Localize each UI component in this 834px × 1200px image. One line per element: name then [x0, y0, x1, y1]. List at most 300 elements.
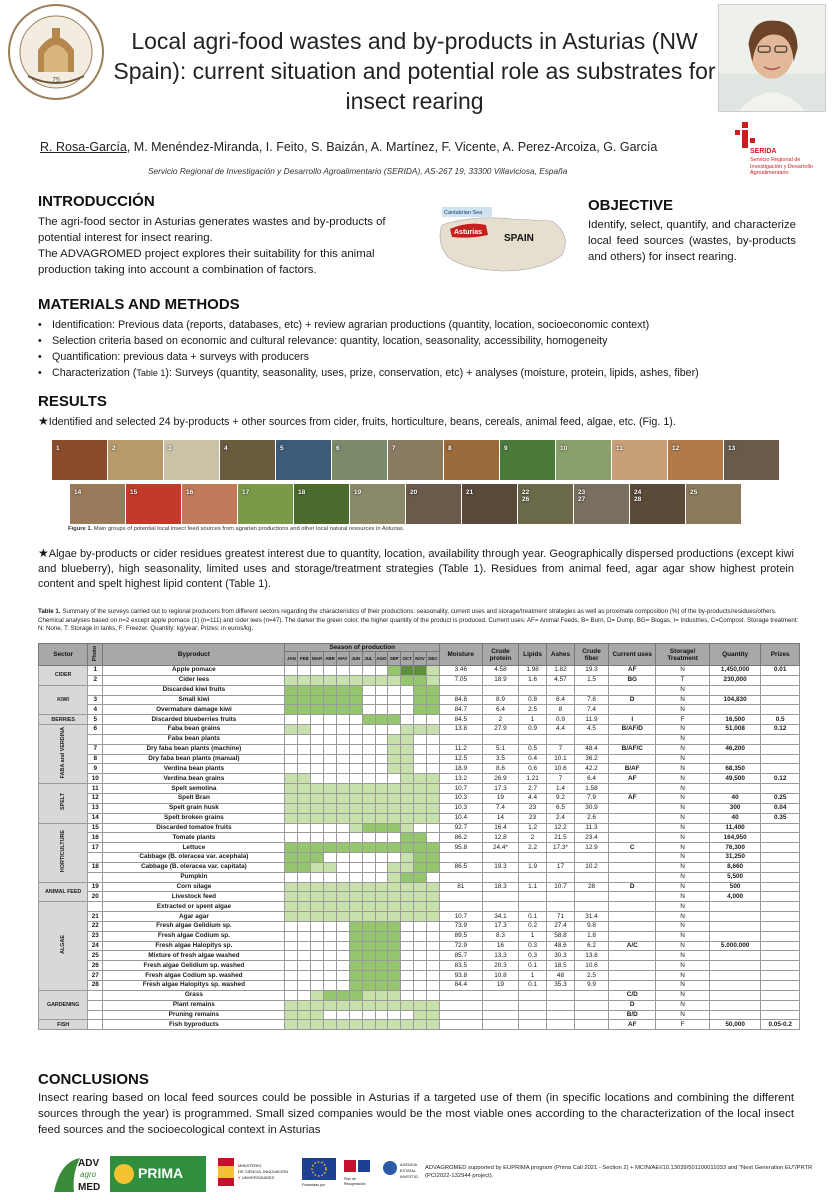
intro-heading: INTRODUCCIÓN [38, 193, 155, 210]
month-header: ABR [324, 652, 337, 666]
season-cell [426, 793, 439, 803]
season-cell [349, 872, 362, 882]
table-row [39, 1000, 800, 1010]
season-cell [388, 725, 401, 735]
col-photo: Photo [88, 644, 103, 666]
ashes-cell: 58.8 [547, 931, 575, 941]
season-cell [426, 853, 439, 863]
season-cell [362, 872, 375, 882]
quantity-cell [709, 1010, 760, 1020]
season-cell [324, 1020, 337, 1030]
season-cell [362, 705, 375, 715]
aei-logo [380, 1156, 422, 1190]
storage-cell: N [656, 764, 710, 774]
season-cell [311, 843, 324, 853]
table-ref: Table 1 [136, 368, 166, 378]
col-prizes: Prizes [761, 644, 800, 666]
protein-cell: 7.4 [482, 803, 518, 813]
season-cell [375, 990, 388, 1000]
season-cell [414, 823, 427, 833]
season-cell [375, 872, 388, 882]
photo-number-cell [88, 990, 103, 1000]
season-cell [388, 961, 401, 971]
season-cell [298, 892, 311, 902]
table-body [39, 666, 800, 1030]
season-cell [298, 941, 311, 951]
conclusions-heading: CONCLUSIONS [38, 1071, 149, 1088]
table-row [39, 1010, 800, 1020]
tile-number: 15 [130, 489, 138, 496]
season-cell [298, 902, 311, 912]
prizes-cell: 0.12 [761, 774, 800, 784]
quantity-cell: 1,450,000 [709, 666, 760, 676]
season-cell [349, 1000, 362, 1010]
moisture-cell [439, 1010, 482, 1020]
season-cell [388, 1010, 401, 1020]
table-row [39, 803, 800, 813]
byproduct-cell: Spelt Bran [103, 793, 285, 803]
author-list [40, 140, 730, 154]
photo-number-cell: 16 [88, 833, 103, 843]
season-cell [285, 941, 298, 951]
quantity-cell [709, 961, 760, 971]
season-cell [285, 921, 298, 931]
season-cell [324, 892, 337, 902]
lipids-cell: 1.21 [519, 774, 547, 784]
season-cell [414, 734, 427, 744]
season-cell [414, 774, 427, 784]
tile-number: 3 [168, 445, 172, 452]
season-cell [362, 695, 375, 705]
season-cell [324, 931, 337, 941]
storage-cell: N [656, 784, 710, 794]
col-byproduct: Byproduct [103, 644, 285, 666]
season-cell [375, 921, 388, 931]
season-cell [401, 892, 414, 902]
ashes-cell: 12.2 [547, 823, 575, 833]
lipids-cell: 0.6 [519, 764, 547, 774]
season-cell [285, 971, 298, 981]
storage-cell: N [656, 803, 710, 813]
tile-number: 11 [616, 445, 623, 452]
moisture-cell [439, 853, 482, 863]
storage-cell: N [656, 981, 710, 991]
lipids-cell: 2 [519, 833, 547, 843]
fiber-cell [574, 872, 608, 882]
table-header-row [39, 644, 800, 652]
svg-text:INVESTIG.: INVESTIG. [400, 1175, 419, 1179]
season-cell [285, 1010, 298, 1020]
serida-subtitle: Servicio Regional de Investigación y Desarrollo Agroalimentario [750, 157, 813, 176]
season-cell [349, 853, 362, 863]
lipids-cell [519, 990, 547, 1000]
season-cell [401, 725, 414, 735]
storage-cell: N [656, 882, 710, 892]
ashes-cell: 17 [547, 862, 575, 872]
season-cell [324, 715, 337, 725]
ashes-cell [547, 1000, 575, 1010]
byproduct-cell: Agar agar [103, 912, 285, 922]
tile-number: 7 [392, 445, 396, 452]
season-cell [388, 971, 401, 981]
uses-cell: D [609, 1000, 656, 1010]
season-cell [349, 675, 362, 685]
lipids-cell: 1.98 [519, 666, 547, 676]
season-cell [324, 666, 337, 676]
season-cell [285, 853, 298, 863]
moisture-cell: 93.8 [439, 971, 482, 981]
season-cell [388, 981, 401, 991]
season-cell [401, 774, 414, 784]
lipids-cell [519, 685, 547, 695]
uses-cell: D [609, 882, 656, 892]
season-cell [375, 666, 388, 676]
svg-text:75: 75 [52, 77, 60, 84]
season-cell [285, 803, 298, 813]
season-cell [401, 744, 414, 754]
lipids-cell: 2.5 [519, 705, 547, 715]
fiber-cell [574, 1020, 608, 1030]
season-cell [285, 823, 298, 833]
protein-cell: 8.9 [482, 695, 518, 705]
month-header: NOV [414, 652, 427, 666]
storage-cell: N [656, 902, 710, 912]
moisture-cell: 86.5 [439, 862, 482, 872]
season-cell [414, 872, 427, 882]
moisture-cell: 89.5 [439, 931, 482, 941]
ashes-cell [547, 853, 575, 863]
season-cell [336, 685, 349, 695]
season-cell [285, 981, 298, 991]
season-cell [298, 931, 311, 941]
season-cell [349, 764, 362, 774]
season-cell [388, 1020, 401, 1030]
table-row [39, 823, 800, 833]
quantity-cell [709, 971, 760, 981]
moisture-cell: 10.4 [439, 813, 482, 823]
prizes-cell [761, 823, 800, 833]
month-header: OCT [401, 652, 414, 666]
season-cell [414, 793, 427, 803]
season-cell [414, 990, 427, 1000]
season-cell [324, 971, 337, 981]
season-cell [414, 725, 427, 735]
fiber-cell: 13.8 [574, 951, 608, 961]
photo-number-cell [88, 902, 103, 912]
season-cell [375, 961, 388, 971]
ashes-cell: 6.5 [547, 803, 575, 813]
quantity-cell [709, 705, 760, 715]
season-cell [375, 912, 388, 922]
protein-cell: 14 [482, 813, 518, 823]
figure-tile [350, 484, 405, 524]
prizes-cell: 0.25 [761, 793, 800, 803]
table-row [39, 685, 800, 695]
season-cell [362, 1020, 375, 1030]
season-cell [401, 1020, 414, 1030]
prizes-cell: 0.05-0.2 [761, 1020, 800, 1030]
quantity-cell: 300 [709, 803, 760, 813]
season-cell [426, 882, 439, 892]
moisture-cell: 3.46 [439, 666, 482, 676]
season-cell [298, 862, 311, 872]
table-row [39, 695, 800, 705]
prizes-cell: 0.5 [761, 715, 800, 725]
quantity-cell: 51,008 [709, 725, 760, 735]
season-cell [375, 813, 388, 823]
tile-number: 6 [336, 445, 340, 452]
svg-text:Plan de: Plan de [344, 1177, 356, 1181]
season-cell [336, 774, 349, 784]
season-cell [336, 882, 349, 892]
moisture-cell [439, 1020, 482, 1030]
season-cell [388, 675, 401, 685]
sector-cell: KIWI [39, 685, 88, 715]
season-cell [324, 872, 337, 882]
uses-cell [609, 961, 656, 971]
table-row [39, 784, 800, 794]
figure-label: Figure 1. [68, 526, 93, 532]
season-cell [324, 675, 337, 685]
season-cell [324, 902, 337, 912]
lipids-cell: 1 [519, 971, 547, 981]
season-cell [349, 912, 362, 922]
season-cell [426, 744, 439, 754]
table-row [39, 833, 800, 843]
season-cell [298, 705, 311, 715]
photo-number-cell: 14 [88, 813, 103, 823]
results-text-2: Algae by-products or cider residues greatest interest due to quantity, location, availability through year. Geographically dispersed productions (except kiwi and blueberry), high seasonality, limited uses and storage/treatment strategies (Table 1). Residues from animal feed, agar agar show highest protein content and spelt highest lipid content (Table 1). [38, 548, 794, 590]
moisture-cell: 10.3 [439, 793, 482, 803]
storage-cell: N [656, 793, 710, 803]
table-row [39, 705, 800, 715]
month-header: DEC [426, 652, 439, 666]
tile-number: 19 [354, 489, 362, 496]
season-cell [426, 941, 439, 951]
season-cell [349, 951, 362, 961]
season-cell [311, 784, 324, 794]
methods-heading: MATERIALS AND METHODS [38, 296, 240, 313]
svg-text:Recuperación: Recuperación [344, 1182, 366, 1186]
funding-statement: ADVAGROMED supported by EUPRIMA program (Prima Call 2021 - Section 2) + MCIN/AEI/10.13039/501100011033 and "Next Generation EU"/PRTR (PCI2022-132944 project). [425, 1165, 813, 1179]
season-cell [298, 793, 311, 803]
lipids-cell [519, 872, 547, 882]
prizes-cell [761, 675, 800, 685]
season-cell [388, 715, 401, 725]
storage-cell: F [656, 715, 710, 725]
objective-text: Identify, select, quantify, and characterize local feed sources (wastes, by-products and others) for insect rearing. [588, 219, 796, 263]
storage-cell: N [656, 695, 710, 705]
photo-number-cell: 9 [88, 764, 103, 774]
storage-cell: N [656, 931, 710, 941]
season-cell [349, 1020, 362, 1030]
byproduct-cell: Tomate plants [103, 833, 285, 843]
season-cell [388, 892, 401, 902]
col-moisture: Moisture [439, 644, 482, 666]
sector-cell: CIDER [39, 666, 88, 686]
season-cell [324, 981, 337, 991]
intro-paragraph-2: The ADVAGROMED project explores their suitability for this animal production taking into account a combination of factors. [38, 248, 375, 276]
moisture-cell [439, 1000, 482, 1010]
tile-number: 8 [448, 445, 452, 452]
ashes-cell: 71 [547, 912, 575, 922]
protein-cell: 8.3 [482, 931, 518, 941]
prizes-cell [761, 695, 800, 705]
season-cell [349, 754, 362, 764]
season-cell [311, 990, 324, 1000]
moisture-cell: 72.9 [439, 941, 482, 951]
quantity-cell: 104,830 [709, 695, 760, 705]
byproduct-cell: Extracted or spent algae [103, 902, 285, 912]
table-row [39, 971, 800, 981]
season-cell [362, 971, 375, 981]
season-cell [426, 666, 439, 676]
season-cell [336, 971, 349, 981]
season-cell [311, 675, 324, 685]
ashes-cell: 35.3 [547, 981, 575, 991]
season-cell [426, 725, 439, 735]
col-uses: Current uses [609, 644, 656, 666]
storage-cell: N [656, 685, 710, 695]
table-row [39, 931, 800, 941]
protein-cell [482, 872, 518, 882]
season-cell [336, 872, 349, 882]
season-cell [426, 843, 439, 853]
season-cell [362, 882, 375, 892]
prizes-cell [761, 862, 800, 872]
season-cell [426, 931, 439, 941]
table-row [39, 941, 800, 951]
fiber-cell: 2.5 [574, 971, 608, 981]
quantity-cell: 5.000.000 [709, 941, 760, 951]
sector-cell: SPELT [39, 784, 88, 823]
byproduct-cell: Fresh algae Gelidium sp. [103, 921, 285, 931]
season-cell [336, 1000, 349, 1010]
season-cell [362, 912, 375, 922]
prizes-cell [761, 912, 800, 922]
season-cell [324, 734, 337, 744]
season-cell [349, 685, 362, 695]
ashes-cell [547, 1010, 575, 1020]
season-cell [401, 734, 414, 744]
byproduct-cell: Cabbage (B. oleracea var. capitata) [103, 862, 285, 872]
season-cell [285, 685, 298, 695]
lipids-cell: 1.2 [519, 823, 547, 833]
storage-cell: N [656, 990, 710, 1000]
fiber-cell: 1.5 [574, 675, 608, 685]
table-row [39, 774, 800, 784]
season-cell [336, 902, 349, 912]
season-cell [375, 981, 388, 991]
ashes-cell [547, 685, 575, 695]
table-row [39, 872, 800, 882]
fiber-cell: 6.2 [574, 941, 608, 951]
season-cell [285, 862, 298, 872]
prizes-cell [761, 764, 800, 774]
uses-cell [609, 705, 656, 715]
moisture-cell: 10.7 [439, 912, 482, 922]
byproduct-cell: Verdina bean grains [103, 774, 285, 784]
ashes-cell: 1.82 [547, 666, 575, 676]
season-cell [388, 666, 401, 676]
season-cell [362, 981, 375, 991]
byproduct-cell: Fresh algae Halopitys sp. [103, 941, 285, 951]
photo-number-cell: 17 [88, 843, 103, 853]
col-lipids: Lipids [519, 644, 547, 666]
season-cell [298, 666, 311, 676]
season-cell [349, 902, 362, 912]
season-cell [362, 1010, 375, 1020]
byproduct-cell: Overmature damage kiwi [103, 705, 285, 715]
season-cell [362, 793, 375, 803]
fiber-cell [574, 685, 608, 695]
season-cell [414, 744, 427, 754]
quantity-cell: 230,000 [709, 675, 760, 685]
author-photo [718, 4, 826, 112]
season-cell [401, 981, 414, 991]
photo-number-cell: 27 [88, 971, 103, 981]
prizes-cell [761, 892, 800, 902]
season-cell [311, 971, 324, 981]
season-cell [311, 941, 324, 951]
moisture-cell: 95.8 [439, 843, 482, 853]
poster-header [0, 0, 834, 140]
month-header: JUL [362, 652, 375, 666]
season-cell [298, 981, 311, 991]
season-cell [324, 695, 337, 705]
fiber-cell: 1.58 [574, 784, 608, 794]
storage-cell: N [656, 872, 710, 882]
uses-cell [609, 754, 656, 764]
protein-cell: 19.3 [482, 862, 518, 872]
photo-number-cell: 2 [88, 675, 103, 685]
season-cell [362, 715, 375, 725]
methods-list [38, 317, 818, 381]
svg-text:DE CIENCIA, INNOVACIÓN: DE CIENCIA, INNOVACIÓN [238, 1169, 289, 1174]
protein-cell [482, 1010, 518, 1020]
season-cell [298, 853, 311, 863]
season-cell [285, 1000, 298, 1010]
season-cell [362, 931, 375, 941]
protein-cell [482, 685, 518, 695]
season-cell [401, 902, 414, 912]
prizes-cell: 0.35 [761, 813, 800, 823]
storage-cell: T [656, 675, 710, 685]
objective-heading: OBJECTIVE [588, 197, 674, 214]
season-cell [298, 754, 311, 764]
season-cell [375, 951, 388, 961]
prizes-cell [761, 990, 800, 1000]
protein-cell: 6.4 [482, 705, 518, 715]
season-cell [362, 725, 375, 735]
uses-cell: B/D [609, 1010, 656, 1020]
table-row [39, 853, 800, 863]
photo-number-cell [88, 853, 103, 863]
table-row [39, 882, 800, 892]
moisture-cell: 13.2 [439, 774, 482, 784]
season-cell [298, 774, 311, 784]
season-cell [362, 774, 375, 784]
season-cell [336, 734, 349, 744]
photo-number-cell [88, 1010, 103, 1020]
season-cell [311, 695, 324, 705]
fiber-cell: 36.2 [574, 754, 608, 764]
season-cell [388, 912, 401, 922]
prizes-cell [761, 744, 800, 754]
sector-cell: ANIMAL FEED [39, 882, 88, 902]
photo-number-cell: 28 [88, 981, 103, 991]
byproduct-cell: Cider lees [103, 675, 285, 685]
